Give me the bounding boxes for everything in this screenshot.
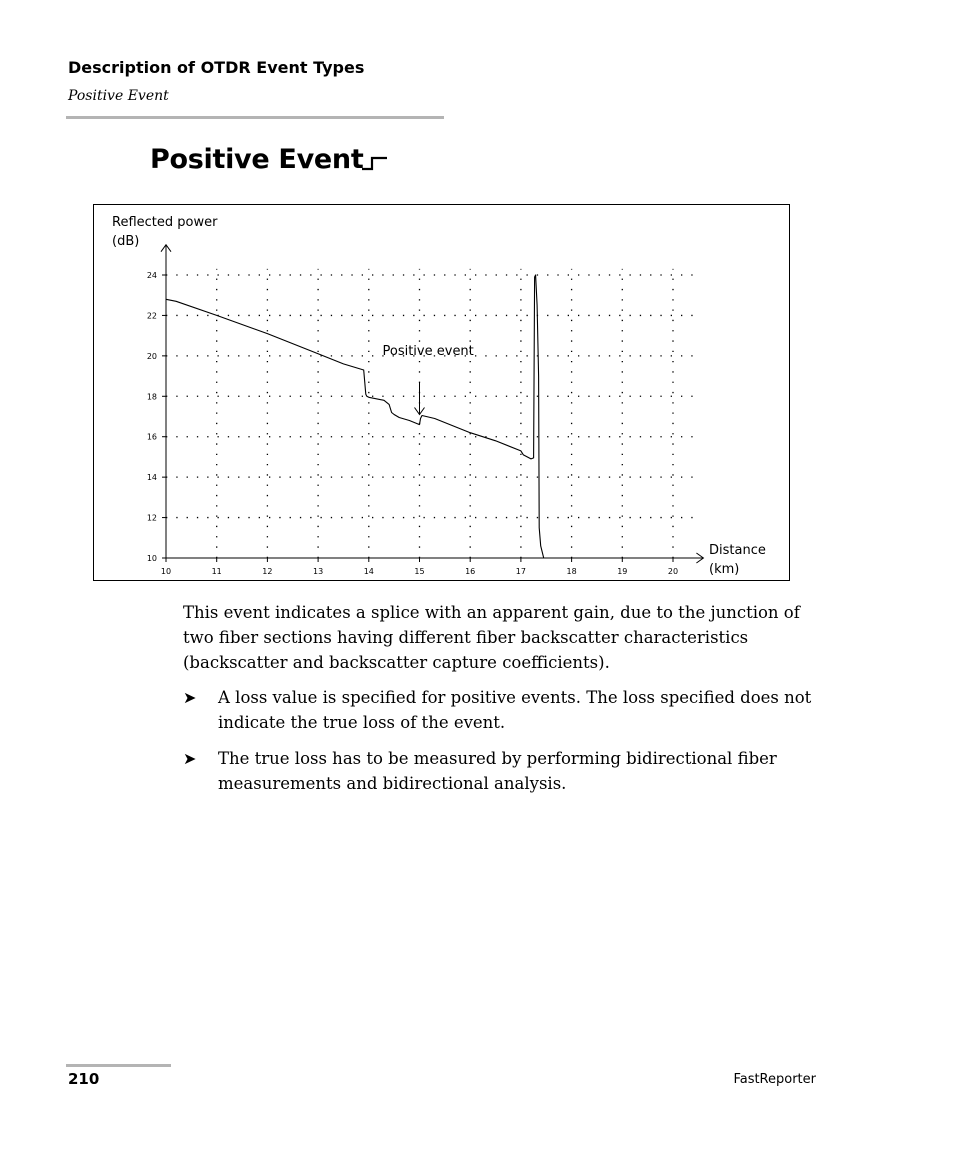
y-tick-label: 24	[146, 271, 157, 280]
paragraph-line: This event indicates a splice with an apparent gain, due to the junction of	[183, 603, 800, 622]
x-tick-label: 14	[363, 567, 374, 576]
positive-event-step-icon	[360, 152, 390, 174]
page-title: Positive Event	[150, 144, 364, 175]
bullet-line: indicate the true loss of the event.	[218, 713, 506, 732]
section-subtitle: Positive Event	[68, 88, 169, 104]
y-tick-label: 14	[146, 473, 157, 483]
otdr-trace-line	[166, 275, 544, 558]
y-tick-label: 12	[146, 513, 157, 523]
paragraph-line: (backscatter and backscatter capture coefficients).	[183, 653, 610, 672]
x-tick-label: 19	[617, 567, 628, 576]
page-number: 210	[68, 1070, 100, 1088]
arrow-bullet-icon: ➤	[183, 688, 197, 707]
y-tick-label: 16	[146, 432, 157, 442]
y-tick-label: 18	[146, 392, 157, 402]
x-tick-label: 15	[414, 567, 425, 576]
bullet-line: A loss value is specified for positive events. The loss specified does not	[218, 688, 812, 707]
paragraph-line: two fiber sections having different fiber backscatter characteristics	[183, 628, 749, 647]
x-tick-label: 10	[160, 567, 172, 576]
x-tick-label: 13	[313, 567, 324, 576]
footer-app-name: FastReporter	[733, 1072, 816, 1087]
x-axis-label-line2: (km)	[709, 562, 740, 577]
y-tick-label: 20	[146, 351, 157, 361]
description-paragraph	[183, 600, 823, 675]
x-tick-label: 20	[667, 567, 679, 576]
bullet-line: The true loss has to be measured by performing bidirectional fiber	[218, 749, 777, 768]
x-tick-label: 11	[211, 567, 222, 576]
chart-grid	[166, 269, 695, 558]
y-tick-label: 22	[146, 311, 157, 321]
chart-ticks	[147, 271, 678, 576]
annotation-label: Positive event	[382, 344, 474, 360]
otdr-figure	[93, 204, 790, 581]
otdr-trace-chart	[94, 205, 791, 582]
y-axis-label-line2: (dB)	[112, 234, 140, 249]
header-divider	[66, 116, 444, 119]
chart-annotation	[383, 344, 474, 414]
chart-axes	[161, 245, 703, 563]
x-tick-label: 12	[262, 567, 273, 576]
chart-trace	[166, 275, 544, 558]
footer-divider	[66, 1064, 171, 1067]
y-axis-label-line1: Reflected power	[112, 215, 218, 230]
section-title: Description of OTDR Event Types	[68, 58, 365, 77]
arrow-bullet-icon: ➤	[183, 749, 197, 768]
bullet-line: measurements and bidirectional analysis.	[218, 774, 567, 793]
x-axis-label-line1: Distance	[709, 543, 766, 558]
y-tick-label: 10	[146, 554, 157, 563]
x-tick-label: 18	[566, 567, 577, 576]
x-tick-label: 17	[515, 567, 526, 576]
x-tick-label: 16	[465, 567, 476, 576]
